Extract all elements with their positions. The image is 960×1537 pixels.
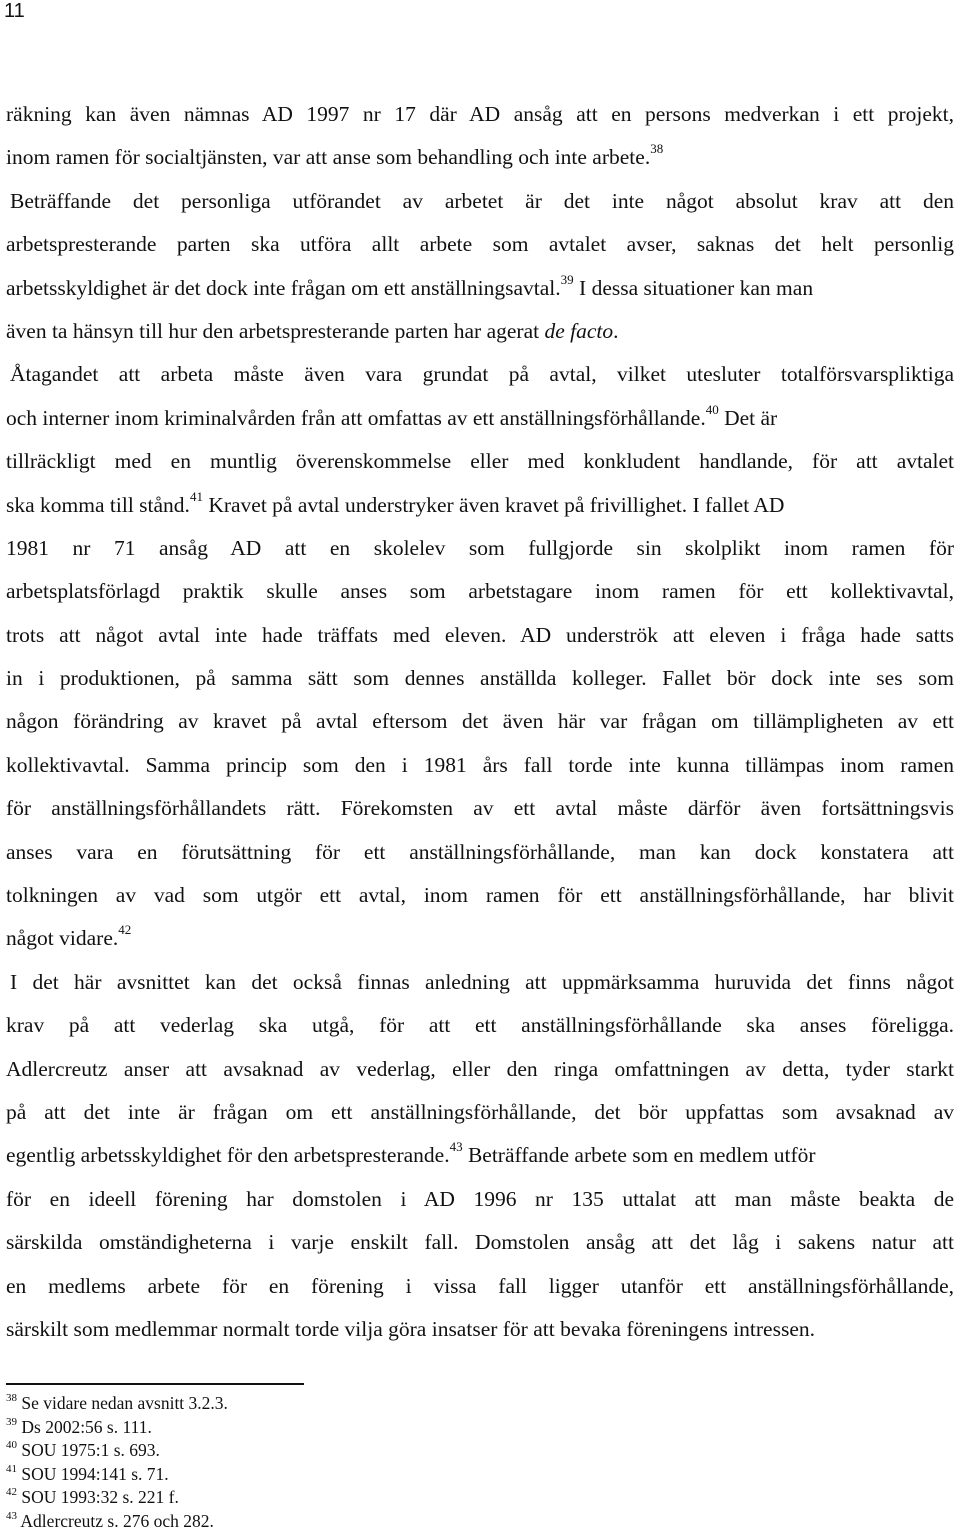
text-line [6, 267, 954, 310]
text-line [6, 484, 954, 527]
text-segment: Det är [724, 405, 778, 430]
footnote-text: Adlercreutz s. 276 och 282. [20, 1510, 214, 1531]
text-segment: I dessa situationer kan man [579, 275, 814, 300]
page-number: 11 [4, 0, 25, 22]
footnote-divider [6, 1383, 304, 1385]
text-line: tillräckligt med en muntlig överenskommelse eller med konkludent handlande, för att avtalet [6, 449, 954, 474]
text-segment: arbetsskyldighet är det dock inte frågan om ett anställningsavtal. [6, 275, 561, 300]
text-line: Adlercreutz anser att avsaknad av vederlag, eller den ringa omfattningen av detta, tyder starkt [6, 1056, 954, 1081]
footnote-ref: 42 [118, 922, 132, 938]
footnote-number: 38 [6, 1392, 17, 1404]
footnote [6, 1510, 228, 1534]
text-segment: även ta hänsyn till hur den arbetspresterande parten har agerat [6, 318, 540, 343]
footnote-text: Se vidare nedan avsnitt 3.2.3. [21, 1393, 228, 1413]
footnote-ref: 41 [189, 488, 203, 504]
body-text [6, 93, 954, 1351]
footnote-number: 39 [6, 1415, 17, 1428]
footnote-number: 43 [6, 1509, 17, 1522]
text-line: räkning kan även nämnas AD 1997 nr 17 där AD ansåg att en persons medverkan i ett projekt, [6, 102, 954, 126]
text-line: kollektivavtal. Samma princip som den i 1981 års fall torde inte kunna tillämpas inom ramen [6, 752, 954, 777]
text-line: anses vara en förutsättning för ett anställningsförhållande, man kan dock konstatera att [6, 839, 954, 864]
text-line: tolkningen av vad som utgör ett avtal, inom ramen för ett anställningsförhållande, har blivit [6, 883, 954, 908]
footnote-number: 40 [6, 1439, 17, 1451]
text-line: på att det inte är frågan om ett anställningsförhållande, det bör uppfattas som avsaknad av [6, 1099, 954, 1124]
footnote [6, 1463, 228, 1487]
footnote-ref: 40 [705, 401, 719, 417]
text-line: arbetspresterande parten ska utföra allt arbete som avtalet avser, saknas det helt personlig [6, 232, 954, 257]
text-line: Åtagandet att arbeta måste även vara grundat på avtal, vilket utesluter totalförsvarspliktiga [10, 362, 954, 387]
text-line [6, 917, 954, 960]
text-line: särskilt som medlemmar normalt torde vilja göra insatser för att bevaka föreningens intressen. [6, 1316, 816, 1341]
footnotes [6, 1392, 228, 1533]
footnote-text: SOU 1993:32 s. 221 f. [21, 1487, 179, 1507]
text-segment: inom ramen för socialtjänsten, var att anse som behandling och inte arbete. [6, 145, 651, 170]
text-line: in i produktionen, på samma sätt som dennes anställda kolleger. Fallet bör dock inte ses som [6, 666, 954, 691]
text-line: krav på att vederlag ska utgå, för att ett anställningsförhållande ska anses föreligga. [6, 1013, 954, 1038]
text-line: för anställningsförhållandets rätt. Förekomsten av ett avtal måste därför även fortsättningsvis [6, 796, 954, 821]
text-segment: egentlig arbetsskyldighet för den arbetspresterande. [6, 1143, 450, 1168]
footnote-number: 42 [6, 1486, 17, 1498]
text-line: trots att något avtal inte hade träffats med eleven. AD underströk att eleven i fråga hade satts [6, 622, 954, 647]
footnote-ref: 43 [449, 1139, 463, 1155]
text-line [6, 397, 954, 440]
text-segment: Beträffande arbete som en medlem utför [467, 1143, 816, 1168]
footnote [6, 1439, 228, 1463]
text-line: arbetsplatsförlagd praktik skulle anses som arbetstagare inom ramen för ett kollektivavtal, [6, 579, 954, 604]
text-segment: Kravet på avtal understryker även kravet på frivillighet. I fallet AD [208, 492, 785, 517]
text-segment: något vidare. [6, 926, 119, 951]
text-segment: och interner inom kriminalvården från att omfattas av ett anställningsförhållande. [6, 405, 706, 430]
footnote-ref: 39 [560, 271, 574, 287]
text-segment: ska komma till stånd. [6, 492, 190, 517]
text-line: särskilda omständigheterna i varje enskilt fall. Domstolen ansåg att det låg i sakens natur att [6, 1230, 954, 1255]
text-line: I det här avsnittet kan det också finnas anledning att uppmärksamma huruvida det finns något [10, 969, 954, 994]
text-line: för en ideell förening har domstolen i AD 1996 nr 135 uttalat att man måste beakta de [6, 1186, 954, 1211]
footnote-text: SOU 1975:1 s. 693. [21, 1440, 160, 1460]
text-line [6, 136, 954, 179]
text-line [6, 310, 954, 353]
footnote-text: Ds 2002:56 s. 111. [21, 1416, 152, 1437]
italic-text: de facto [544, 318, 614, 343]
footnote-number: 41 [6, 1462, 17, 1475]
text-line: Beträffande det personliga utförandet av arbetet är det inte något absolut krav att den [10, 188, 954, 213]
footnote [6, 1416, 228, 1440]
footnote-ref: 38 [650, 141, 664, 157]
text-line [6, 1134, 954, 1177]
footnote [6, 1392, 228, 1416]
text-line: någon förändring av kravet på avtal eftersom det även här var frågan om tillämpligheten av ett [6, 709, 954, 734]
footnote-text: SOU 1994:141 s. 71. [21, 1463, 169, 1484]
text-line: 1981 nr 71 ansåg AD att en skolelev som fullgjorde sin skolplikt inom ramen för [6, 535, 954, 560]
text-segment: . [613, 318, 619, 343]
text-line: en medlems arbete för en förening i vissa fall ligger utanför ett anställningsförhållande, [6, 1273, 954, 1298]
footnote [6, 1486, 228, 1510]
